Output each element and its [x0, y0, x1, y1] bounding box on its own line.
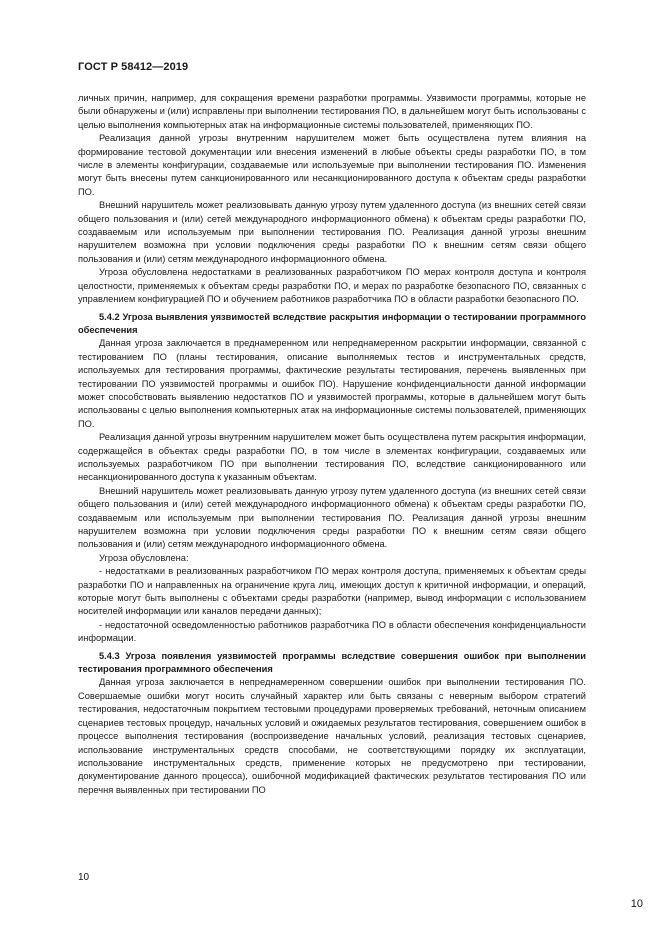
paragraph: Внешний нарушитель может реализовывать данную угрозу путем удаленного доступа (из внешних сетей связи общего пользования и (или) сетей международного информационного обмена) к объектам среды разработки ПО, создаваемым или используемым при выполнении тестирования ПО. Реализация данной угрозы внешним нарушителем возможна при условии подключения среды разработки ПО к внешним сетям связи общего пользования и (или) сетям международного информационного обмена.	[78, 200, 586, 264]
paragraph: Данная угроза заключается в преднамеренном или непреднамеренном раскрытии информации, связанной с тестированием ПО (планы тестирования, описание выполняемых тестов и инструментальных средств, используемых для тестирования программы, фактические результаты тестирования, перечень выявленных при тестировании ПО уязвимостей программы и ошибок ПО). Нарушение конфиденциальности данной информации может способствовать выявлению недостатков ПО и уязвимостей программы, которые в дальнейшем могут быть использованы с целью выполнения компьютерных атак на информационные системы пользователей, применяющих ПО.	[78, 338, 586, 429]
document-body	[78, 92, 586, 797]
paragraph: Внешний нарушитель может реализовывать данную угрозу путем удаленного доступа (из внешних сетей связи общего пользования и (или) сетей международного информационного обмена) к объектам среды разработки ПО, создаваемым или используемым при выполнении тестирования ПО. Реализация данной угрозы внешним нарушителем возможна при условии подключения среды разработки ПО к внешним сетям связи общего пользования и (или) сетям международного информационного обмена.	[78, 485, 586, 550]
paragraph: личных причин, например, для сокращения времени разработки программы. Уязвимости программы, которые не были обнаружены и (или) исправлены при выполнении тестирования ПО, в дальнейшем могут быть использованы с целью выполнения компьютерных атак на информационные системы пользователей, применяющих ПО.	[78, 93, 586, 130]
list-item: - недостаточной осведомленностью работников разработчика ПО в области обеспечения конфиденциальности информации.	[78, 619, 586, 644]
page-number: 10	[78, 872, 90, 883]
paragraph: Данная угроза заключается в непреднамеренном совершении ошибок при выполнении тестирования ПО. Совершаемые ошибки могут носить случайный характер или быть связаны с неверным выбором стратегий тестирования, недостаточным покрытием тестовыми процедурами проверяемых требований, неточным описанием сценариев тестовых процедур, начальных условий и ожидаемых результатов тестирования, совершением ошибок в процессе выполнения тестирования (воспроизведение начальных условий, реализация тестовых сценариев, использование инструментальных средств способами, не соответствующими порядку их эксплуатации, использование инструментальных средств, применение которых не предусмотрено при тестировании, документирование данного процесса), ошибочной модификацией фактических результатов тестирования ПО или перечня выявленных при тестировании ПО	[78, 677, 586, 795]
section-heading-5-4-3: 5.4.3 Угроза появления уязвимостей программы вследствие совершения ошибок при выполнении тестирования программного обеспечения	[78, 650, 586, 675]
paragraph: Угроза обусловлена недостатками в реализованных разработчиком ПО мерах контроля доступа и контроля целостности, применяемых к объектам среды разработки ПО, и мерах по разработке безопасного ПО, связанных с управлением конфигурацией ПО и обучением работников разработчика ПО в области разработки безопасного ПО.	[78, 267, 586, 305]
document-header: ГОСТ Р 58412—2019	[78, 61, 189, 73]
paragraph: Угроза обусловлена:	[99, 552, 189, 563]
section-heading-5-4-2: 5.4.2 Угроза выявления уязвимостей вследствие раскрытия информации о тестировании программного обеспечения	[78, 311, 586, 335]
page-tab-number: 10	[630, 898, 643, 910]
list-item: - недостатками в реализованных разработчиком ПО мерах контроля доступа, применяемых к объектам среды разработки ПО и направленных на ограничение круга лиц, имеющих доступ к критичной информации, и операций, которые могут быть выполнены с объектами среды разработки (например, вывод информации с использованием носителей информации или каналов передачи данных);	[78, 566, 586, 617]
paragraph: Реализация данной угрозы внутренним нарушителем может быть осуществлена путем раскрытия информации, содержащейся в объектах среды разработки ПО, в том числе в элементах конфигурации, создаваемых или используемых разработчиком ПО при выполнении тестирования ПО, вследствие санкционированного или несанкционированного доступа к указанным объектам.	[78, 432, 586, 483]
paragraph: Реализация данной угрозы внутренним нарушителем может быть осуществлена путем влияния на формирование тестовой документации или внесения изменений в любые объекты среды разработки ПО, в том числе в элементы конфигурации, создаваемые или используемые при выполнении тестирования ПО. Изменения могут быть внесены путем санкционированного или несанкционированного доступа к объектам среды разработки ПО.	[78, 133, 586, 197]
